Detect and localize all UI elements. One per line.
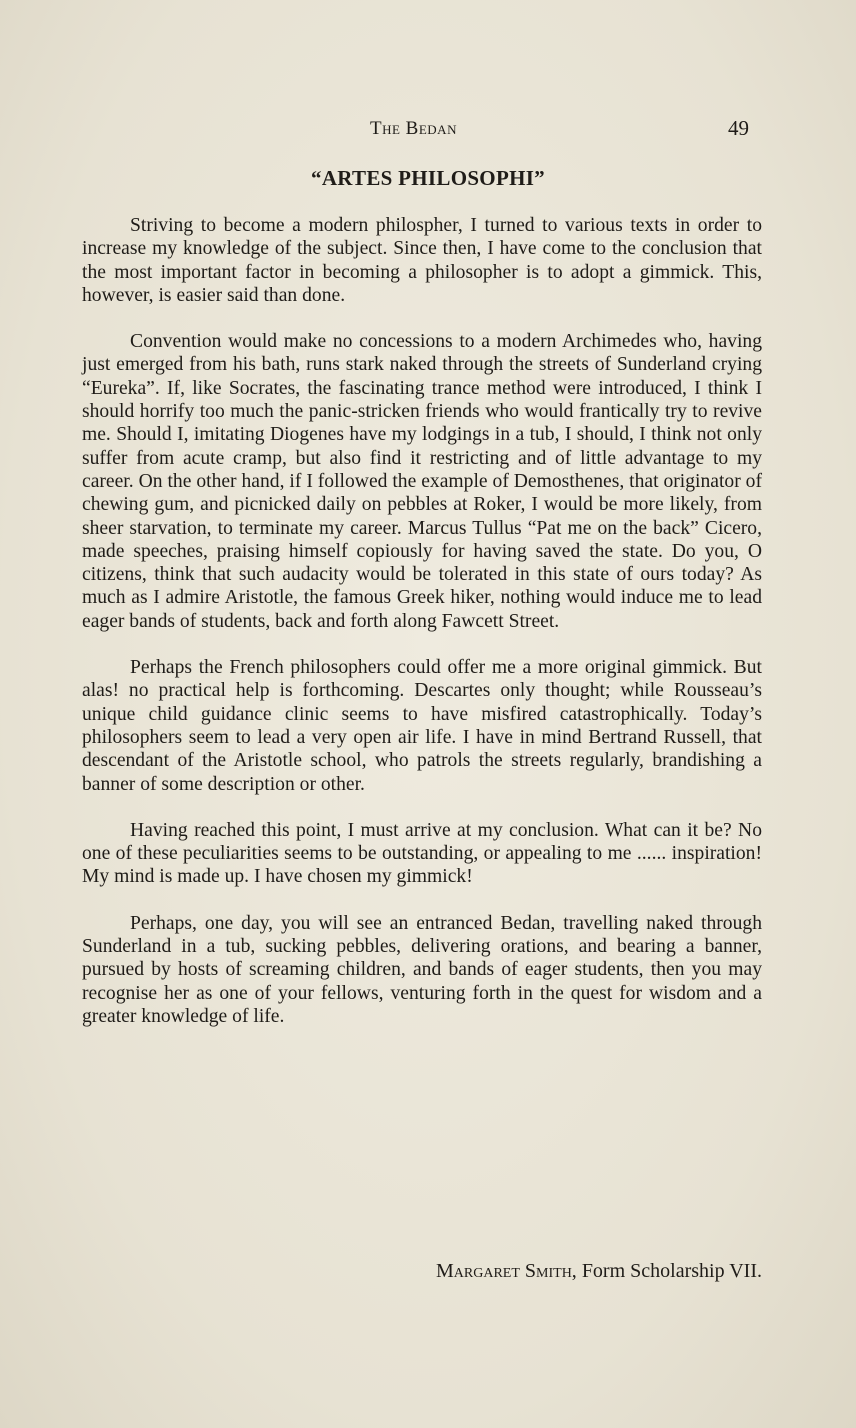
author-signature — [0, 1260, 762, 1283]
paragraph-2: Convention would make no concessions to a modern Archimedes who, having just emerged from his bath, runs stark naked through the streets of Sunderland crying “Eureka”. If, like Socrates, the fascinating trance method were introduced, I think I should horrify too much the panic-stricken friends who would frantically try to revive me. Should I, imitating Diogenes have my lodgings in a tub, I should, I think not only suffer from acute cramp, but also find it restricting and of little advantage to my career. On the other hand, if I followed the example of Demosthenes, that originator of chewing gum, and picnicked daily on pebbles at Roker, I would be more likely, from sheer starvation, to terminate my career. Marcus Tullus “Pat me on the back” Cicero, made speeches, praising himself copiously for having saved the state. Do you, O citizens, think that such audacity would be tolerated in this state of ours today? As much as I admire Aristotle, the famous Greek hiker, nothing would induce me to lead eager bands of students, back and forth along Fawcett Street. — [82, 331, 762, 632]
paragraph-4: Having reached this point, I must arrive at my conclusion. What can it be? No one of these peculiarities seems to be outstanding, or appealing to me ...... inspiration! My mind is made up. I have chosen my gimmick! — [82, 819, 762, 888]
page-number: 49 — [728, 116, 749, 140]
paragraph-5: Perhaps, one day, you will see an entranced Bedan, travelling naked through Sunderland in a tub, sucking pebbles, delivering orations, and bearing a banner, pursued by hosts of screaming children, and bands of eager students, then you may recognise her as one of your fellows, venturing forth in the quest for wisdom and a greater knowledge of life. — [82, 912, 762, 1027]
paragraph-3: Perhaps the French philosophers could offer me a more original gimmick. But alas! no practical help is forthcoming. Descartes only thought; while Rousseau’s unique child guidance clinic seems to have misfired catastrophically. Today’s philosophers seem to lead a very open air life. I have in mind Bertrand Russell, that descendant of the Aristotle school, who patrols the streets regularly, brandishing a banner of some description or other. — [82, 657, 762, 795]
article-title: “ARTES PHILOSOPHI” — [311, 166, 545, 190]
author-form: Form Scholarship VII. — [581, 1260, 762, 1282]
author-name: Margaret Smith, — [436, 1260, 577, 1282]
page-header — [0, 118, 856, 148]
paragraph-1: Striving to become a modern philospher, I turned to various texts in order to increase my knowledge of the subject. Since then, I have come to the conclusion that the most important factor in becoming a philosopher is to adopt a gimmick. This, however, is easier said than done. — [82, 215, 762, 306]
article-body — [82, 214, 762, 1051]
running-head: The Bedan — [370, 118, 457, 139]
